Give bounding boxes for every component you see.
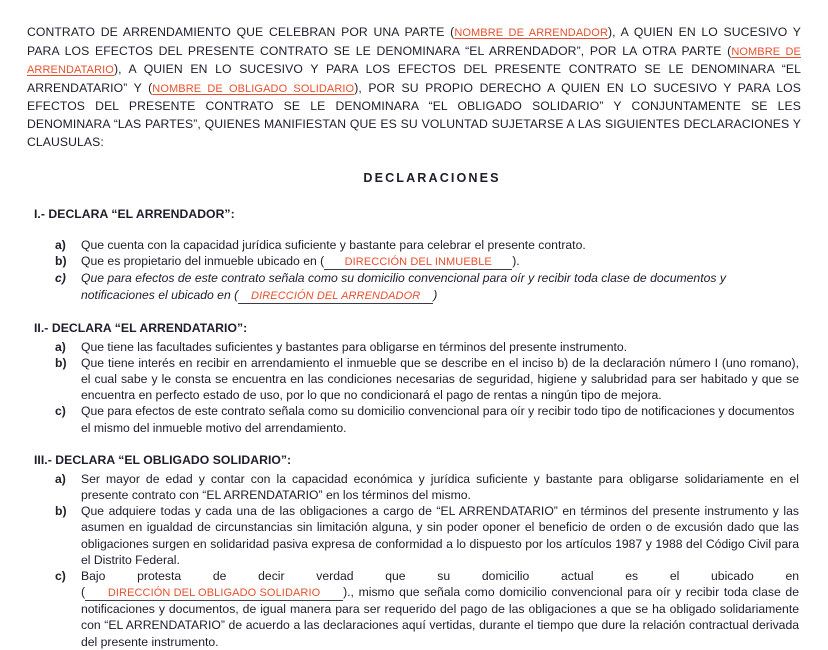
- item-marker: a): [55, 471, 66, 486]
- item-text: Que cuenta con la capacidad jurídica suficiente y bastante para celebrar el presente contrato.: [81, 238, 586, 253]
- section-declara-arrendatario: [27, 321, 801, 436]
- item-text: [81, 270, 801, 303]
- blank-direccion-obligado-solidario[interactable]: DIRECCIÓN DEL OBLIGADO SOLIDARIO: [85, 586, 343, 601]
- section-declara-arrendador: [27, 207, 801, 303]
- item-text: Ser mayor de edad y contar con la capacidad económica y jurídica suficiente y bastante para obligarse solidariamente en el presente contrato con “EL ARRENDATARIO” en los términos del mismo.: [81, 471, 799, 502]
- item-text-after: )., mismo que señala como domicilio convencional para oír y recibir toda clase de notificaciones y documentos, de igual manera para ser requerido del pago de las obligaciones a que se ha obligado solidariamente con “EL ARRENDATARIO” de acuerdo a las declaraciones aquí vertidas, durante el tiempo que dure la relación contractual derivada del presente instrumento.: [81, 585, 799, 649]
- blank-direccion-inmueble[interactable]: DIRECCIÓN DEL INMUEBLE: [324, 255, 512, 270]
- list-item: [27, 568, 801, 650]
- list-item: [27, 339, 801, 355]
- item-text-before: Bajo protesta de decir verdad que su domicilio actual es el ubicado en: [81, 569, 799, 583]
- section-2-items: [27, 339, 801, 436]
- list-item: [27, 503, 801, 568]
- intro-text-part-4: ), POR SU PROPIO DERECHO A QUIEN EN LO SUCESIVO Y PARA LOS EFECTOS DEL PRESENTE CONTRATO SE LE DENOMINARA “EL OBLIGADO SOLIDARIO” Y CONJUNTAMENTE SE LES DENOMINARA “LAS PARTES”, QUIENES MANIFIESTAN QUE ES SU VOLUNTAD SUJETARSE A LAS SIGUIENTES DECLARACIONES Y CLAUSULAS:: [27, 80, 801, 149]
- list-item: [27, 270, 801, 303]
- item-text-before: Que es propietario del inmueble ubicado en (: [81, 254, 325, 269]
- section-heading-1: I.- DECLARA “EL ARRENDADOR”:: [34, 207, 235, 222]
- placeholder-nombre-obligado-solidario[interactable]: NOMBRE DE OBLIGADO SOLIDARIO: [152, 82, 355, 95]
- list-item: [27, 471, 801, 503]
- item-text: [81, 253, 801, 270]
- blank-direccion-arrendador[interactable]: DIRECCIÓN DEL ARRENDADOR: [238, 289, 433, 304]
- declaraciones-title: DECLARACIONES: [363, 171, 501, 186]
- intro-paragraph: [27, 24, 801, 151]
- list-item: [27, 403, 801, 435]
- intro-text-part-2: ), A QUIEN EN LO SUCESIVO Y PARA LOS EFECTOS DEL PRESENTE CONTRATO SE LE DENOMINARA “EL ARRENDADOR”, POR LA OTRA PARTE (: [27, 25, 801, 58]
- item-marker: c): [55, 569, 66, 583]
- item-text: Que tiene interés en recibir en arrendamiento el inmueble que se describe en el inciso b) de la declaración número I (uno romano), el cual sabe y le consta se encuentra en las condiciones necesarias de seguridad, higiene y salubridad para ser habitado y que se encuentra en perfecto estado de uso, por lo que no condicionará el pago de rentas a ningún tipo de mejora.: [81, 355, 799, 403]
- section-declara-obligado-solidario: [27, 453, 801, 650]
- item-marker: c): [55, 404, 66, 419]
- intro-text-part-3: ), A QUIEN EN LO SUCESIVO Y PARA LOS EFECTOS DEL PRESENTE CONTRATO SE LE DENOMINARA “EL ARRENDATARIO” Y (: [27, 62, 801, 95]
- list-item: [27, 355, 801, 404]
- section-1-items: [27, 237, 801, 303]
- placeholder-nombre-arrendador[interactable]: NOMBRE DE ARRENDADOR: [454, 27, 608, 39]
- placeholder-nombre-arrendatario[interactable]: NOMBRE DE ARRENDATARIO: [27, 45, 801, 77]
- item-text-after: ).: [512, 254, 520, 269]
- item-text: Que para efectos de este contrato señala como su domicilio convencional para oír y recibir todo tipo de notificaciones y documentos el mismo del inmueble motivo del arrendamiento.: [81, 404, 795, 435]
- list-item: [27, 253, 801, 270]
- item-text-after: ): [433, 287, 438, 302]
- item-marker: b): [55, 355, 67, 370]
- item-marker: a): [55, 339, 66, 354]
- section-heading-3: III.- DECLARA “EL OBLIGADO SOLIDARIO”:: [34, 452, 292, 467]
- item-marker: c): [55, 271, 66, 286]
- section-3-items: [27, 471, 801, 650]
- item-marker: b): [55, 254, 67, 269]
- item-text: Que adquiere todas y cada una de las obligaciones a cargo de “EL ARRENDATARIO” en términos del presente instrumento y las asumen en igualdad de circunstancias sin limitación alguna, y sin poder oponer el beneficio de orden o de excusión dado que las obligaciones surgen en solidaridad pasiva expresa de conformidad a lo dispuesto por los artículos 1987 y 1988 del Código Civil para el Distrito Federal.: [81, 504, 799, 567]
- item-marker: b): [55, 504, 67, 519]
- item-text: Que tiene las facultades suficientes y bastantes para obligarse en términos del presente instrumento.: [81, 339, 628, 354]
- item-text: [81, 568, 801, 650]
- open-paren: (: [81, 585, 86, 600]
- item-text-before: Que para efectos de este contrato señala como su domicilio convencional para oír y recibir toda clase de documentos y notificaciones el ubicado en (: [81, 271, 726, 302]
- intro-text-part-1: CONTRATO DE ARRENDAMIENTO QUE CELEBRAN POR UNA PARTE (: [27, 25, 455, 39]
- item-marker: a): [55, 238, 66, 253]
- section-heading-2: II.- DECLARA “EL ARRENDATARIO”:: [34, 320, 248, 335]
- list-item: [27, 237, 801, 253]
